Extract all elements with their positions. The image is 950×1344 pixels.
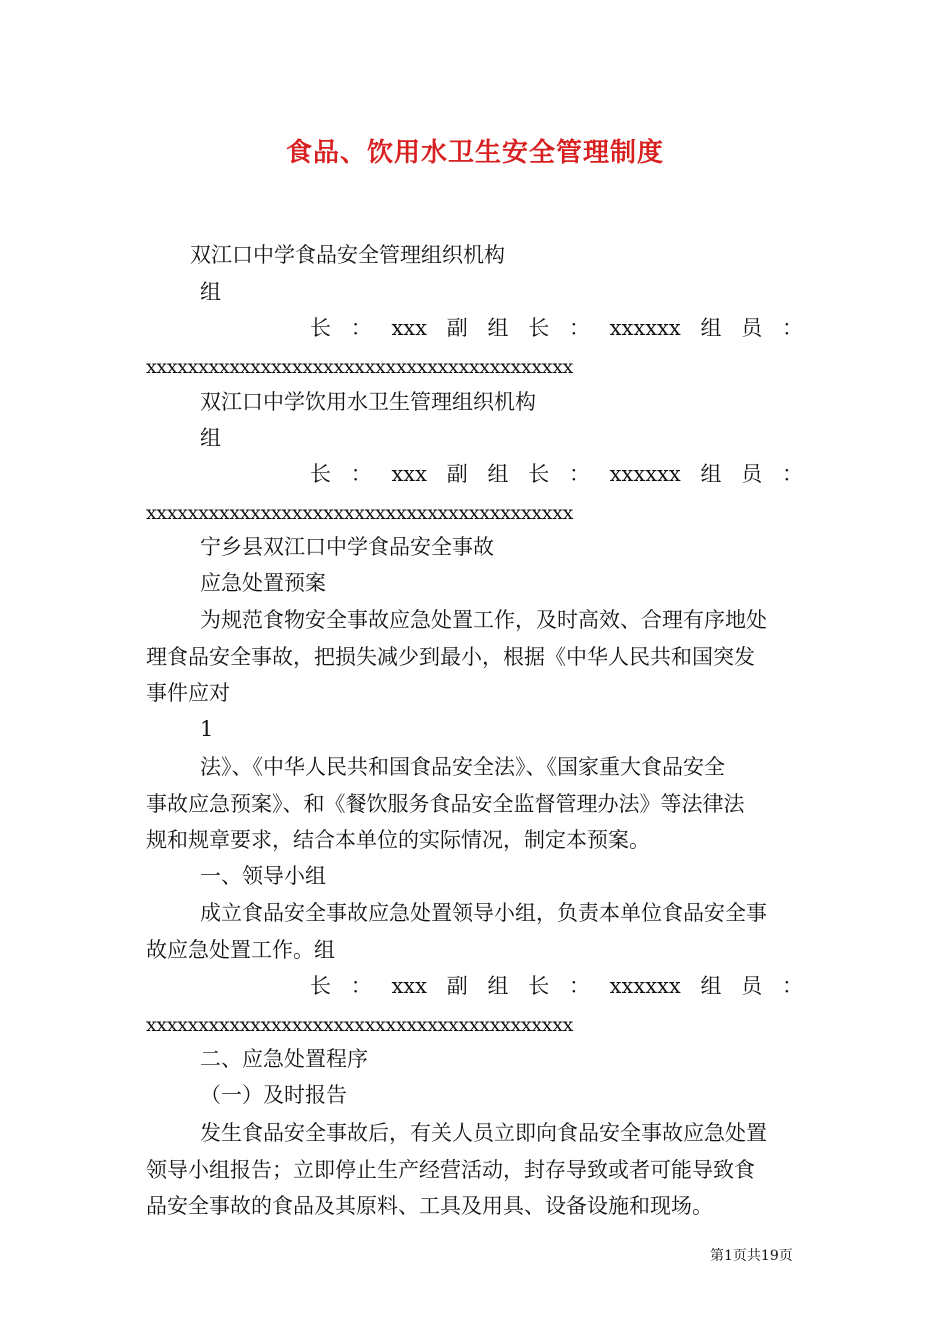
role-token: 长 <box>528 316 550 340</box>
page-marker: 1 <box>200 717 214 741</box>
para1-line3: 事件应对 <box>146 681 230 705</box>
role-token: 员 <box>741 974 763 998</box>
role-token: 长 <box>528 974 550 998</box>
role-token: ： <box>781 462 803 486</box>
section1-heading: 一、领导小组 <box>200 864 326 888</box>
role-token: ： <box>568 974 590 998</box>
org1-zu: 组 <box>200 280 221 304</box>
para1-line2: 理食品安全事故，把损失减少到最小，根据《中华人民共和国突发 <box>146 645 755 669</box>
role-token: 员 <box>741 462 763 486</box>
org1-members: xxxxxxxxxxxxxxxxxxxxxxxxxxxxxxxxxxxxxxxxx <box>146 356 574 378</box>
role-token: ： <box>350 462 372 486</box>
role-token: xxx <box>391 974 427 998</box>
org1-heading: 双江口中学食品安全管理组织机构 <box>190 243 505 267</box>
role-token: 长 <box>310 974 331 998</box>
org2-roles <box>310 459 803 489</box>
section1-roles <box>310 971 803 1001</box>
role-token: xxxxxx <box>609 462 681 486</box>
org2-zu: 组 <box>200 426 221 450</box>
section2-subheading: （一）及时报告 <box>200 1083 347 1107</box>
role-token: 组 <box>700 974 722 998</box>
section1-line2: 故应急处置工作。组 <box>146 938 335 962</box>
plan-title-2: 应急处置预案 <box>200 571 326 595</box>
role-token: 长 <box>528 462 550 486</box>
org1-roles <box>310 313 803 343</box>
org2-members: xxxxxxxxxxxxxxxxxxxxxxxxxxxxxxxxxxxxxxxxx <box>146 502 574 524</box>
role-token: 组 <box>700 462 722 486</box>
para2-line2: 事故应急预案》、和《餐饮服务食品安全监督管理办法》等法律法 <box>146 792 745 816</box>
role-token: 副 <box>446 316 468 340</box>
section2-line1: 发生食品安全事故后，有关人员立即向食品安全事故应急处置 <box>200 1121 767 1145</box>
plan-title-1: 宁乡县双江口中学食品安全事故 <box>200 535 494 559</box>
section1-members: xxxxxxxxxxxxxxxxxxxxxxxxxxxxxxxxxxxxxxxxx <box>146 1014 574 1036</box>
role-token: 员 <box>741 316 763 340</box>
role-token: xxxxxx <box>609 974 681 998</box>
role-token: ： <box>781 974 803 998</box>
role-token: ： <box>568 462 590 486</box>
role-token: 副 <box>446 974 468 998</box>
role-token: 组 <box>700 316 722 340</box>
role-token: ： <box>568 316 590 340</box>
role-token: 长 <box>310 462 331 486</box>
para1-line1: 为规范食物安全事故应急处置工作，及时高效、合理有序地处 <box>200 608 767 632</box>
role-token: xxx <box>391 316 427 340</box>
role-token: 组 <box>487 974 509 998</box>
section1-line1: 成立食品安全事故应急处置领导小组，负责本单位食品安全事 <box>200 901 767 925</box>
role-token: 组 <box>487 462 509 486</box>
page-footer: 第1页共19页 <box>710 1248 793 1264</box>
role-token: xxx <box>391 462 427 486</box>
role-token: xxxxxx <box>609 316 681 340</box>
section2-line2: 领导小组报告；立即停止生产经营活动，封存导致或者可能导致食 <box>146 1158 755 1182</box>
section2-heading: 二、应急处置程序 <box>200 1047 368 1071</box>
role-token: ： <box>350 316 372 340</box>
role-token: 副 <box>446 462 468 486</box>
role-token: ： <box>781 316 803 340</box>
document-title: 食品、饮用水卫生安全管理制度 <box>285 138 664 168</box>
role-token: 组 <box>487 316 509 340</box>
section2-line3: 品安全事故的食品及其原料、工具及用具、设备设施和现场。 <box>146 1194 713 1218</box>
role-token: ： <box>350 974 372 998</box>
role-token: 长 <box>310 316 331 340</box>
org2-heading: 双江口中学饮用水卫生管理组织机构 <box>200 390 536 414</box>
para2-line1: 法》、《中华人民共和国食品安全法》、《国家重大食品安全 <box>200 755 725 779</box>
para2-line3: 规和规章要求，结合本单位的实际情况，制定本预案。 <box>146 828 650 852</box>
